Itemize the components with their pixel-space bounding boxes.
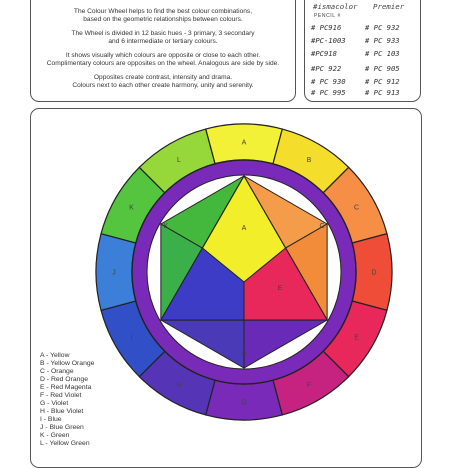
hexagon-right-label: C	[319, 223, 325, 230]
segment-letter: B	[306, 156, 312, 164]
legend-item: L - Yellow Green	[40, 440, 90, 447]
segment-letter: K	[129, 204, 134, 212]
pencil-code: # PC 913	[365, 88, 400, 97]
legend-item: C - Orange	[40, 368, 74, 375]
intro-line: Colours next to each other create harmony, unity and serenity.	[72, 82, 254, 89]
legend-item: H - Blue Violet	[40, 408, 84, 415]
intro-line: It shows visually which colours are opposite or close to each other.	[65, 52, 261, 59]
pencil-subtitle: PENCIL #	[314, 13, 341, 19]
segment-letter: I	[130, 334, 133, 342]
intro-line: The Wheel is divided in 12 basic hues - 3 primary, 3 secondary	[71, 30, 255, 37]
intro-line: The Colour Wheel helps to find the best colour combinations,	[73, 8, 253, 15]
segment-letter: F	[306, 382, 312, 390]
legend-item: B - Yellow Orange	[40, 360, 95, 367]
legend-item: F - Red Violet	[40, 392, 82, 399]
pencil-brand-right: Premier	[373, 2, 405, 11]
pencil-code: # PC 905	[365, 64, 400, 73]
pencil-code: #PC 922	[311, 64, 342, 73]
wheel-segment	[96, 234, 136, 311]
segment-letter: C	[354, 204, 360, 212]
segment-letter: D	[371, 269, 377, 277]
intro-line: based on the geometric relationships between colours.	[83, 16, 243, 23]
segment-letter: E	[354, 334, 359, 342]
segment-letter: H	[176, 382, 182, 390]
pencil-code: # PC 932	[365, 23, 400, 32]
intro-line: and 6 intermediate or tertiary colours.	[108, 38, 218, 45]
triangle-top-label: A	[241, 225, 247, 232]
segment-letter: L	[177, 156, 181, 164]
pencil-code: # PC 933	[365, 36, 400, 45]
legend-item: K - Green	[40, 432, 70, 439]
pencil-code: # PC 930	[311, 77, 346, 86]
pencil-code: #PC-1003	[311, 36, 346, 45]
legend-item: J - Blue Green	[40, 424, 84, 431]
legend-item: A - Yellow	[40, 352, 70, 359]
intro-line: Complimentary colours are opposites on the wheel. Analogous are side by side.	[46, 60, 280, 67]
segment-letter: G	[241, 399, 247, 407]
legend-item: G - Violet	[40, 400, 69, 407]
hexagon-left-label: K	[163, 223, 169, 230]
segment-letter: J	[112, 269, 116, 277]
pencil-code: # PC 995	[311, 88, 346, 97]
pencil-code: #PC918	[311, 49, 337, 58]
legend-item: D - Red Orange	[40, 376, 88, 383]
legend-item: E - Red Magenta	[40, 384, 92, 391]
segment-letter: A	[241, 139, 247, 147]
pencil-code: # PC 103	[365, 49, 400, 58]
pencil-code: # PC 912	[365, 77, 400, 86]
triangle-right-label: E	[277, 285, 283, 292]
intro-line: Opposites create contrast, intensity and drama.	[93, 74, 233, 81]
legend-item: I - Blue	[40, 416, 62, 423]
hexagon-bottom-label: G	[241, 351, 247, 358]
pencil-code: # PC916	[311, 23, 342, 32]
pencil-brand-left: #ismacolor	[313, 2, 358, 11]
